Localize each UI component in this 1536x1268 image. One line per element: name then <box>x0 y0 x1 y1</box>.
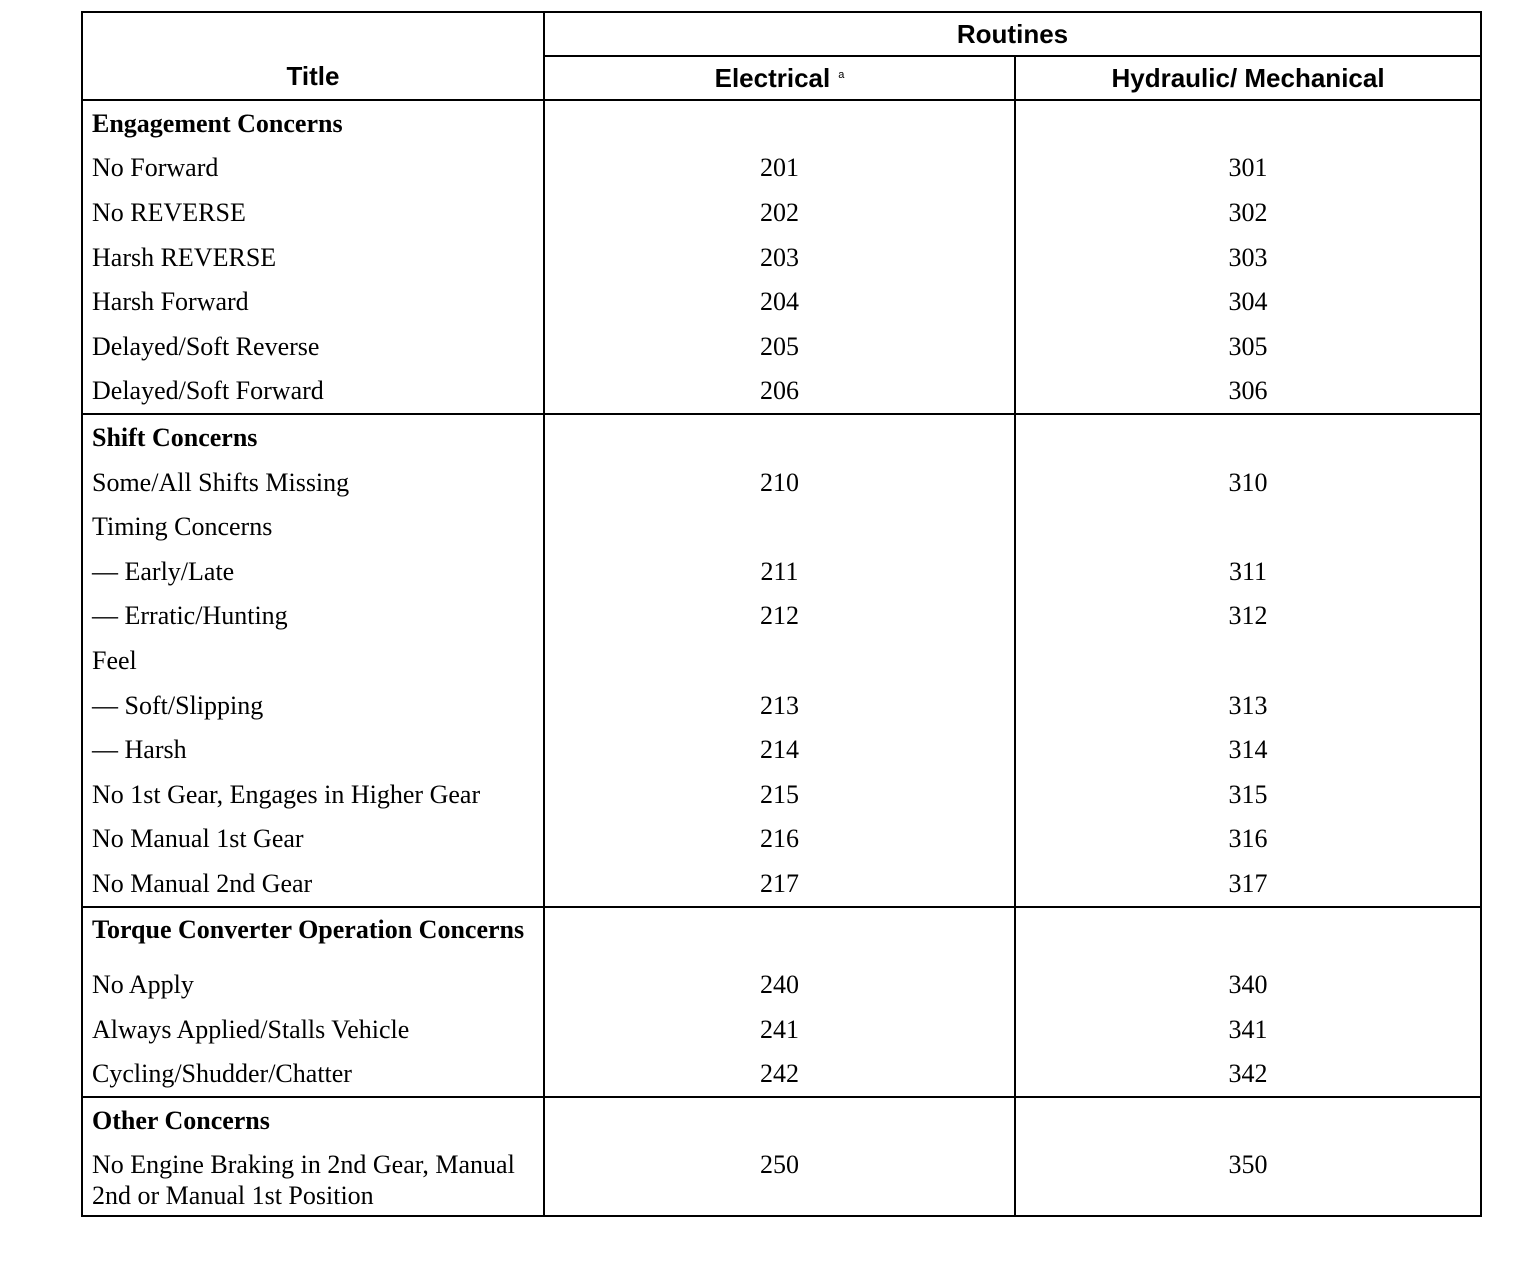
electrical-routine: 215 <box>544 772 1015 817</box>
group-header-row <box>82 100 1481 146</box>
row-title: No REVERSE <box>82 190 544 235</box>
table-row <box>82 549 1481 594</box>
group-label: Shift Concerns <box>82 414 544 460</box>
table-row <box>82 324 1481 369</box>
row-title: No 1st Gear, Engages in Higher Gear <box>82 772 544 817</box>
row-title: No Manual 1st Gear <box>82 817 544 862</box>
hydraulic-routine: 305 <box>1015 324 1481 369</box>
group-shift-concerns <box>82 414 1481 907</box>
row-title: Harsh Forward <box>82 279 544 324</box>
group-header-row <box>82 907 1481 963</box>
electrical-routine: 214 <box>544 727 1015 772</box>
row-title: Some/All Shifts Missing <box>82 460 544 505</box>
hydraulic-routine <box>1015 504 1481 549</box>
hydraulic-routine: 312 <box>1015 594 1481 639</box>
table-row <box>82 683 1481 728</box>
hydraulic-routine: 342 <box>1015 1051 1481 1097</box>
hydraulic-routine: 314 <box>1015 727 1481 772</box>
hydraulic-column-header: Hydraulic/ Mechanical <box>1015 56 1481 100</box>
table-row <box>82 727 1481 772</box>
electrical-footnote-marker: a <box>838 68 845 81</box>
electrical-routine: 202 <box>544 190 1015 235</box>
group-torque-converter-concerns <box>82 907 1481 1097</box>
row-title: Delayed/Soft Reverse <box>82 324 544 369</box>
electrical-routine: 201 <box>544 146 1015 191</box>
group-label: Engagement Concerns <box>82 100 544 146</box>
title-column-header: Title <box>82 12 544 100</box>
electrical-routine: 210 <box>544 460 1015 505</box>
table-row <box>82 279 1481 324</box>
table-row <box>82 817 1481 862</box>
electrical-routine: 206 <box>544 369 1015 415</box>
group-engagement-concerns <box>82 100 1481 414</box>
hydraulic-routine: 350 <box>1015 1143 1481 1216</box>
hydraulic-routine: 301 <box>1015 146 1481 191</box>
table-header <box>82 12 1481 100</box>
routines-header: Routines <box>544 12 1481 56</box>
electrical-routine: 242 <box>544 1051 1015 1097</box>
electrical-routine: 203 <box>544 235 1015 280</box>
electrical-routine: 212 <box>544 594 1015 639</box>
group-header-row <box>82 414 1481 460</box>
electrical-routine: 204 <box>544 279 1015 324</box>
row-title: Harsh REVERSE <box>82 235 544 280</box>
table-row <box>82 1143 1481 1216</box>
row-title: Timing Concerns <box>82 504 544 549</box>
table-row <box>82 235 1481 280</box>
electrical-routine <box>544 638 1015 683</box>
row-title: Feel <box>82 638 544 683</box>
group-header-row <box>82 1097 1481 1143</box>
table-row <box>82 1007 1481 1052</box>
table-row <box>82 369 1481 415</box>
electrical-routine: 250 <box>544 1143 1015 1216</box>
hydraulic-routine: 315 <box>1015 772 1481 817</box>
row-title: No Apply <box>82 962 544 1007</box>
hydraulic-routine: 302 <box>1015 190 1481 235</box>
hydraulic-routine: 311 <box>1015 549 1481 594</box>
group-other-concerns <box>82 1097 1481 1216</box>
hydraulic-routine: 304 <box>1015 279 1481 324</box>
row-title: No Forward <box>82 146 544 191</box>
row-title: Always Applied/Stalls Vehicle <box>82 1007 544 1052</box>
hydraulic-routine: 317 <box>1015 861 1481 907</box>
electrical-routine: 240 <box>544 962 1015 1007</box>
table-row <box>82 772 1481 817</box>
table-row <box>82 638 1481 683</box>
hydraulic-routine: 306 <box>1015 369 1481 415</box>
row-title: — Soft/Slipping <box>82 683 544 728</box>
hydraulic-routine: 310 <box>1015 460 1481 505</box>
group-label: Other Concerns <box>82 1097 544 1143</box>
electrical-column-header <box>544 56 1015 100</box>
routines-table <box>81 11 1482 1217</box>
electrical-routine: 216 <box>544 817 1015 862</box>
row-title: Cycling/Shudder/Chatter <box>82 1051 544 1097</box>
row-title: Delayed/Soft Forward <box>82 369 544 415</box>
electrical-routine: 205 <box>544 324 1015 369</box>
group-label: Torque Converter Operation Concerns <box>82 907 544 963</box>
table-row <box>82 962 1481 1007</box>
hydraulic-routine: 303 <box>1015 235 1481 280</box>
table-row <box>82 504 1481 549</box>
table-row <box>82 146 1481 191</box>
table-row <box>82 861 1481 907</box>
row-title: No Engine Braking in 2nd Gear, Manual 2nd or Manual 1st Position <box>82 1143 544 1216</box>
row-title: — Erratic/Hunting <box>82 594 544 639</box>
table-row <box>82 1051 1481 1097</box>
electrical-routine <box>544 504 1015 549</box>
table-row <box>82 594 1481 639</box>
row-title: No Manual 2nd Gear <box>82 861 544 907</box>
row-title: — Early/Late <box>82 549 544 594</box>
table-row <box>82 190 1481 235</box>
electrical-routine: 213 <box>544 683 1015 728</box>
hydraulic-routine: 313 <box>1015 683 1481 728</box>
hydraulic-routine: 340 <box>1015 962 1481 1007</box>
electrical-routine: 211 <box>544 549 1015 594</box>
row-title: — Harsh <box>82 727 544 772</box>
electrical-header-label: Electrical <box>714 62 831 93</box>
hydraulic-routine: 341 <box>1015 1007 1481 1052</box>
electrical-routine: 241 <box>544 1007 1015 1052</box>
table-row <box>82 460 1481 505</box>
electrical-routine: 217 <box>544 861 1015 907</box>
hydraulic-routine: 316 <box>1015 817 1481 862</box>
hydraulic-routine <box>1015 638 1481 683</box>
